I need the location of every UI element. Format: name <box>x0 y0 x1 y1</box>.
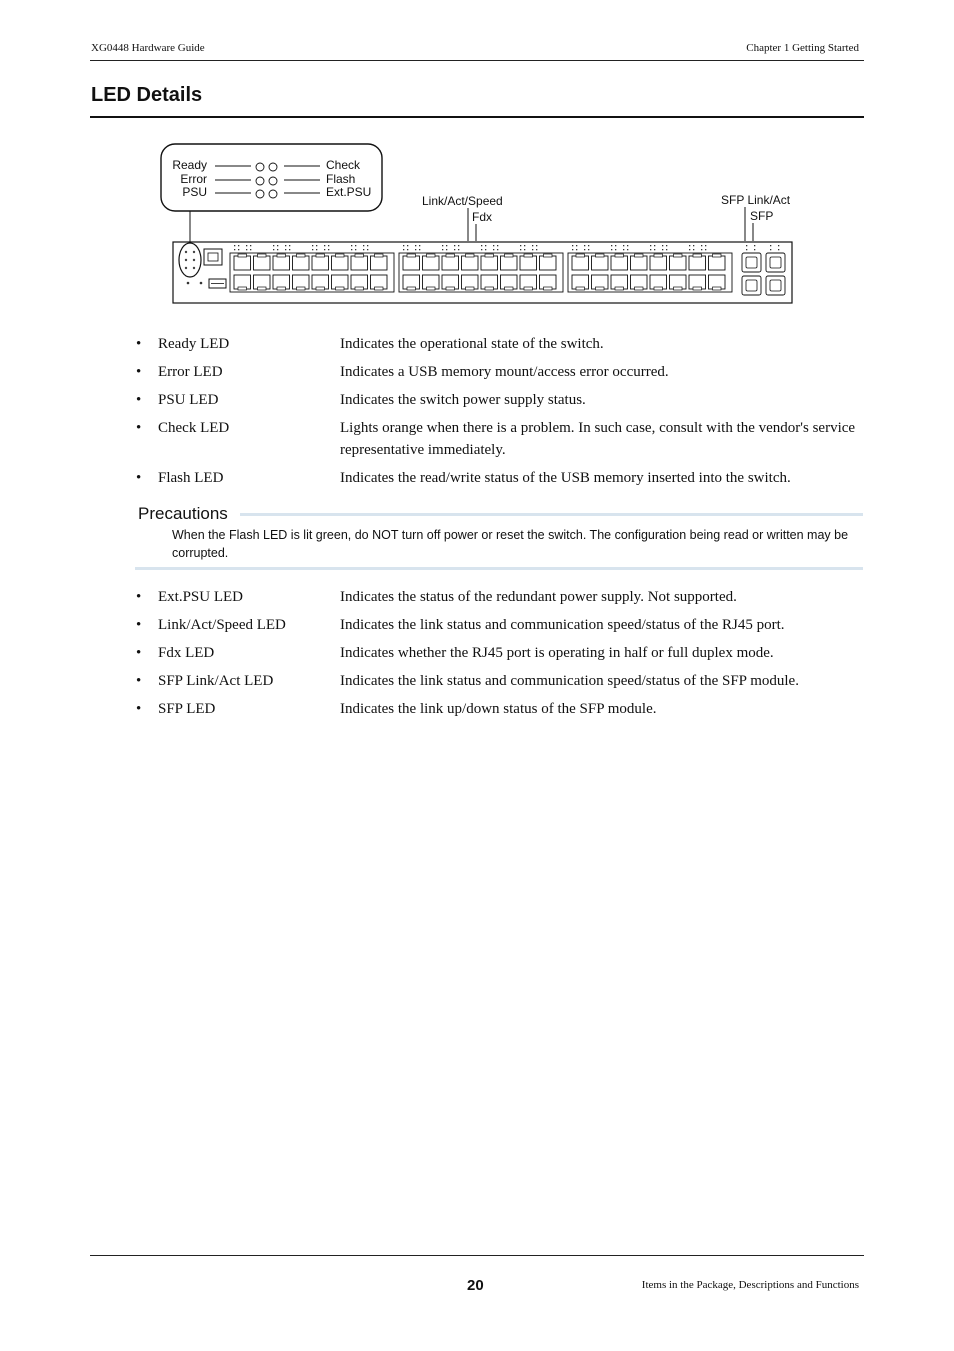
label-error: Error <box>180 172 207 186</box>
rj45-port <box>254 256 271 270</box>
sfp-led <box>754 245 755 246</box>
sfp-port <box>766 253 785 272</box>
rj45-port <box>670 256 687 270</box>
precautions-bottom-rule <box>135 567 863 570</box>
rj45-port <box>312 256 329 270</box>
footer-section-title: Items in the Package, Descriptions and Functions <box>641 1279 859 1291</box>
label-ready: Ready <box>172 158 207 172</box>
list-item: • PSU LED Indicates the switch power supply status. <box>136 392 586 408</box>
led-list-part2 <box>136 586 866 726</box>
sfp-led <box>770 249 771 250</box>
rj45-port <box>592 256 609 270</box>
list-item: • Flash LED Indicates the read/write status of the USB memory inserted into the switch. <box>136 470 791 486</box>
rj45-port <box>540 256 557 270</box>
rj45-port <box>572 256 589 270</box>
rj45-port <box>293 256 310 270</box>
label-sfp-link-act: SFP Link/Act <box>721 193 791 207</box>
system-led-cluster <box>179 243 201 277</box>
header-doc-title: XG0448 Hardware Guide <box>91 42 205 54</box>
rj45-port <box>332 256 349 270</box>
label-link-act-speed: Link/Act/Speed <box>422 194 503 208</box>
rj45-port <box>273 256 290 270</box>
precautions-text: When the Flash LED is lit green, do NOT turn off power or reset the switch. The configuration being read or written may be corrupted. <box>172 528 849 560</box>
list-item: • Link/Act/Speed LED Indicates the link status and communication speed/status of the RJ45 port. <box>136 617 785 633</box>
rj45-port <box>631 256 648 270</box>
list-item: • Check LED Lights orange when there is a problem. In such case, consult with the vendor's service representative immediately. <box>136 420 856 458</box>
rj45-port <box>709 256 726 270</box>
label-psu: PSU <box>182 185 207 199</box>
label-fdx: Fdx <box>472 210 493 224</box>
sfp-led <box>746 249 747 250</box>
label-check: Check <box>326 158 361 172</box>
rj45-port <box>650 256 667 270</box>
list-item: • Ext.PSU LED Indicates the status of the redundant power supply. Not supported. <box>136 589 737 605</box>
list-item: • Fdx LED Indicates whether the RJ45 port is operating in half or full duplex mode. <box>136 645 774 661</box>
label-sfp: SFP <box>750 209 774 223</box>
list-item: • SFP Link/Act LED Indicates the link status and communication speed/status of the SFP module. <box>136 673 799 689</box>
sfp-led <box>778 249 779 250</box>
rj45-port <box>351 256 368 270</box>
rj45-port <box>689 256 706 270</box>
rj45-port <box>403 256 420 270</box>
precautions-title: Precautions <box>138 504 228 523</box>
sfp-led <box>778 245 779 246</box>
page-number: 20 <box>467 1277 484 1294</box>
label-flash: Flash <box>326 172 356 186</box>
rj45-port <box>423 256 440 270</box>
header-rule <box>90 60 864 61</box>
reset-pinhole <box>187 282 190 285</box>
sfp-port <box>766 276 785 295</box>
sfp-led <box>770 245 771 246</box>
switch-front-panel-diagram <box>150 140 810 310</box>
rj45-port <box>501 256 518 270</box>
page-title: LED Details <box>91 84 203 106</box>
sfp-led <box>754 249 755 250</box>
rj45-port <box>234 256 251 270</box>
title-rule <box>90 116 864 118</box>
console-port <box>204 249 222 265</box>
list-item: • SFP LED Indicates the link up/down status of the SFP module. <box>136 701 657 717</box>
led-list-part1 <box>136 333 866 495</box>
rj45-port <box>371 256 388 270</box>
switch-chassis <box>173 242 792 303</box>
sfp-port <box>742 276 761 295</box>
header-chapter: Chapter 1 Getting Started <box>746 42 859 54</box>
label-ext-psu: Ext.PSU <box>326 185 372 199</box>
sfp-led <box>746 245 747 246</box>
precautions-top-rule <box>240 513 863 516</box>
rj45-port <box>442 256 459 270</box>
footer-rule <box>90 1255 864 1256</box>
rj45-port <box>520 256 537 270</box>
list-item: • Error LED Indicates a USB memory mount/access error occurred. <box>136 364 669 380</box>
rj45-port <box>481 256 498 270</box>
rj45-port <box>462 256 479 270</box>
rj45-port <box>611 256 628 270</box>
sfp-port <box>742 253 761 272</box>
list-item: • Ready LED Indicates the operational state of the switch. <box>136 336 604 352</box>
